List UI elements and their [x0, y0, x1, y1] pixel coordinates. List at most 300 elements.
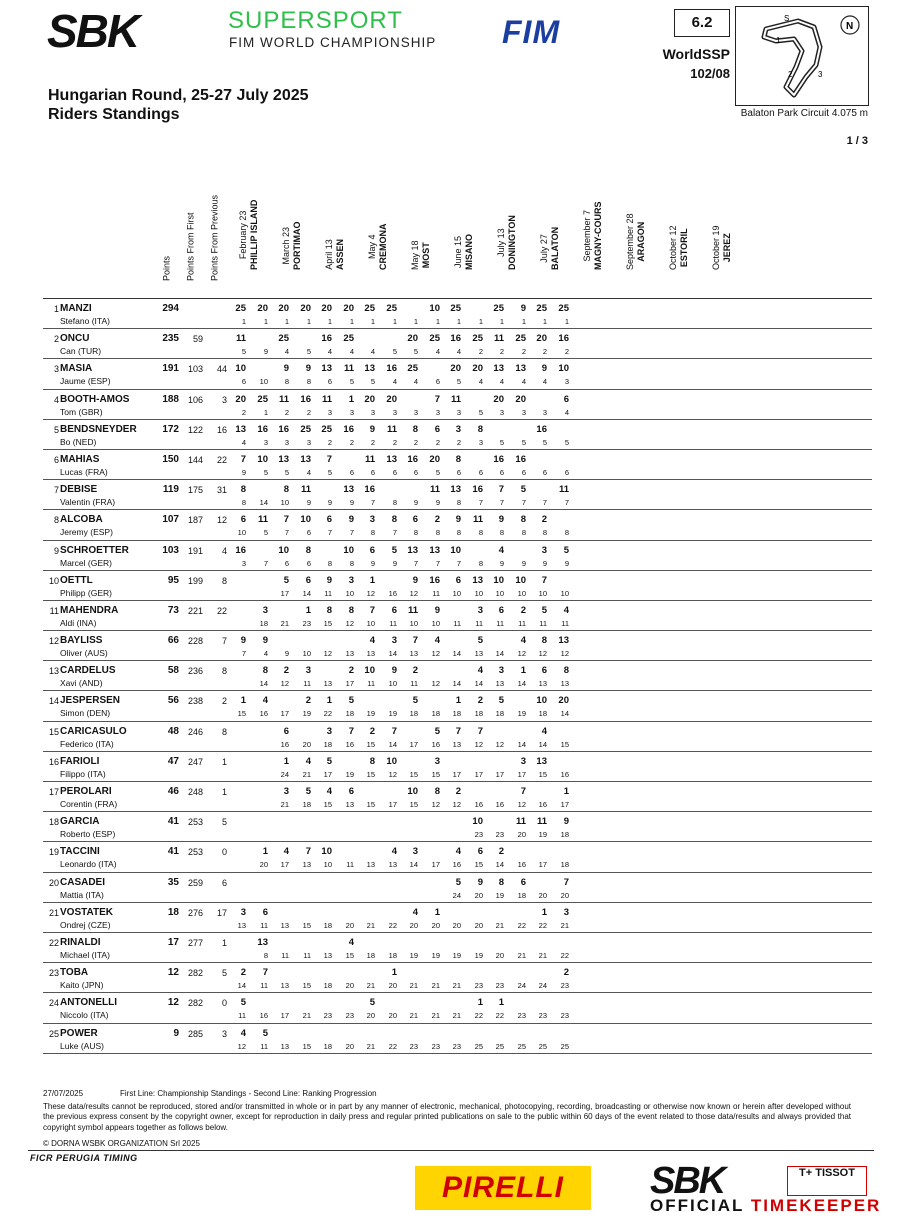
race2-rank: 1 [263, 407, 268, 417]
round-result-cell [743, 1023, 786, 1053]
round-result-cell [614, 812, 657, 842]
round-result-cell [700, 812, 743, 842]
round-result-cell [270, 812, 313, 842]
race1-rank: 24 [452, 890, 461, 900]
round-result-cell [485, 993, 528, 1023]
round-result-cell [528, 932, 571, 962]
race2-rank: 21 [431, 1011, 440, 1021]
round-result-cell [614, 963, 657, 993]
race1-rank: 4 [542, 377, 547, 387]
round-result-cell [227, 631, 270, 661]
race1-rank: 12 [280, 679, 289, 689]
round-result-cell [829, 782, 872, 812]
race1-rank: 7 [370, 498, 375, 508]
round-result-cell [528, 872, 571, 902]
round-result-cell [399, 782, 442, 812]
race2-rank: 1 [263, 317, 268, 326]
round-result-cell [356, 570, 399, 600]
round-result-cell [399, 721, 442, 751]
round-result-cell [829, 631, 872, 661]
round-result-cell [270, 329, 313, 359]
points-from-first-cell [179, 812, 203, 842]
tissot-logo: T+ TISSOT [787, 1166, 867, 1196]
race1-points: 10 [536, 695, 547, 707]
race1-points: 8 [240, 484, 246, 496]
race1-rank: 19 [366, 709, 375, 719]
round-result-cell [528, 1023, 571, 1053]
race1-rank: 14 [538, 739, 547, 749]
race2-rank: 11 [303, 950, 311, 960]
race2-rank: 12 [431, 679, 440, 689]
points-from-first-cell [179, 721, 203, 751]
race2-rank: 6 [435, 377, 440, 387]
race2-rank: 18 [560, 830, 569, 840]
round-result-cell [485, 631, 528, 661]
rider-cell [43, 510, 155, 540]
round-result-cell [485, 902, 528, 932]
race1-points: 9 [283, 363, 289, 375]
points-from-previous-cell [203, 842, 227, 872]
race1-rank: 10 [237, 528, 246, 538]
race2-rank: 10 [517, 588, 526, 598]
race2-rank: 11 [432, 588, 440, 598]
race1-rank: 21 [495, 920, 504, 930]
race2-rank: 8 [435, 528, 440, 538]
race2-rank: 5 [263, 528, 268, 538]
race1-points: 6 [541, 665, 547, 677]
points-from-first: 247 [187, 756, 203, 767]
race2-rank: 10 [388, 679, 397, 689]
rider-position: 5 [53, 424, 59, 435]
race2-points: 9 [348, 514, 354, 526]
round-result-cell [743, 963, 786, 993]
race2-rank: 3 [478, 437, 483, 447]
round-result-cell [786, 812, 829, 842]
rider-points-cell [155, 993, 179, 1023]
round-result-cell [528, 661, 571, 691]
round-result-cell [313, 782, 356, 812]
race1-points: 8 [412, 423, 418, 435]
race2-points: 4 [348, 936, 354, 948]
round-result-cell [399, 540, 442, 570]
race1-points: 16 [407, 453, 418, 465]
footer-date: 27/07/2025 [43, 1089, 84, 1098]
race1-rank: 6 [456, 467, 461, 477]
race1-rank: 6 [370, 467, 375, 477]
round-result-cell [270, 932, 313, 962]
race2-points: 6 [348, 786, 354, 797]
round-result-cell [571, 842, 614, 872]
race2-points: 3 [305, 665, 311, 677]
race2-rank: 11 [303, 679, 311, 689]
points-from-previous-cell [203, 419, 227, 449]
rider-points: 150 [162, 453, 179, 465]
race2-rank: 18 [302, 800, 311, 809]
race1-rank: 21 [366, 981, 375, 991]
round-result-cell [571, 812, 614, 842]
race2-rank: 11 [389, 618, 397, 628]
round-result-cell [485, 389, 528, 419]
race2-rank: 9 [392, 558, 397, 568]
points-from-previous-cell [203, 1023, 227, 1053]
round-result-cell [657, 299, 700, 329]
round-result-cell [356, 329, 399, 359]
race2-rank: 14 [259, 679, 268, 689]
race1-points: 9 [369, 423, 375, 435]
race1-rank: 10 [366, 618, 375, 628]
race2-rank: 12 [474, 739, 483, 749]
race1-points: 20 [364, 393, 375, 405]
round-result-cell [528, 963, 571, 993]
race1-points: 16 [450, 333, 461, 345]
round-result-cell [313, 812, 356, 842]
race2-rank: 18 [517, 890, 526, 900]
race1-points: 10 [321, 846, 332, 858]
round-title: Hungarian Round, 25-27 July 2025 [48, 87, 309, 104]
round-result-cell [442, 359, 485, 389]
round-result-cell [614, 782, 657, 812]
points-from-first-cell [179, 782, 203, 812]
round-result-cell [313, 1023, 356, 1053]
points-from-first-cell [179, 872, 203, 902]
race1-points: 8 [283, 484, 289, 496]
rider-first-name: Stefano (ITA) [60, 316, 110, 326]
round-result-cell [743, 902, 786, 932]
race1-rank: 1 [370, 317, 375, 326]
race2-points: 1 [262, 846, 268, 858]
points-from-previous: 4 [221, 545, 227, 556]
race1-rank: 12 [323, 649, 332, 659]
race1-rank: 10 [409, 618, 418, 628]
points-from-previous: 8 [221, 726, 227, 737]
race1-points: 7 [455, 725, 461, 737]
round-result-cell [313, 329, 356, 359]
race1-rank: 18 [366, 950, 375, 960]
race2-rank: 6 [478, 467, 483, 477]
round-result-cell [270, 600, 313, 630]
race1-rank: 21 [280, 618, 289, 628]
rider-last-name: ANTONELLI [60, 997, 118, 1009]
points-from-previous-cell [203, 359, 227, 389]
race2-rank: 5 [435, 467, 440, 477]
race2-rank: 11 [260, 1041, 268, 1051]
race1-points: 3 [412, 846, 418, 858]
race1-rank: 5 [499, 437, 504, 447]
race2-points: 20 [386, 393, 397, 405]
race2-points: 25 [300, 423, 311, 435]
rider-position: 24 [48, 998, 59, 1009]
round-result-cell [270, 782, 313, 812]
round-result-cell [614, 691, 657, 721]
race1-rank: 12 [452, 800, 461, 809]
race2-points: 13 [343, 484, 354, 496]
race2-points: 3 [348, 574, 354, 586]
round-result-cell [571, 932, 614, 962]
round-result-cell [743, 449, 786, 479]
round-result-cell [657, 661, 700, 691]
race1-rank: 21 [409, 981, 418, 991]
rider-first-name: Can (TUR) [60, 346, 102, 357]
round-header: May 18 MOST [399, 155, 442, 299]
race1-points: 1 [455, 695, 461, 707]
points-from-first-cell [179, 902, 203, 932]
round-result-cell [743, 932, 786, 962]
round-result-cell [700, 359, 743, 389]
round-result-cell [829, 1023, 872, 1053]
round-result-cell [786, 359, 829, 389]
race2-rank: 19 [302, 709, 311, 719]
round-result-cell [399, 1023, 442, 1053]
rider-points: 119 [162, 484, 179, 496]
round-result-cell [528, 782, 571, 812]
rider-points: 17 [167, 936, 179, 948]
race2-points: 11 [343, 363, 354, 375]
round-result-cell [270, 359, 313, 389]
table-row [43, 449, 872, 479]
race1-rank: 11 [324, 588, 332, 598]
rider-position: 19 [48, 847, 59, 858]
race2-points: 16 [386, 363, 397, 375]
round-result-cell [485, 842, 528, 872]
round-result-cell [227, 902, 270, 932]
rider-position: 7 [53, 485, 59, 496]
rider-cell [43, 540, 155, 570]
race2-points: 9 [563, 816, 569, 828]
race1-rank: 11 [410, 679, 418, 689]
rider-first-name: Jaume (ESP) [60, 376, 111, 387]
rider-points-cell [155, 389, 179, 419]
round-result-cell [614, 631, 657, 661]
race1-rank: 1 [241, 317, 246, 326]
race1-points: 16 [235, 544, 246, 556]
race1-points: 25 [536, 303, 547, 314]
race1-points: 20 [278, 303, 289, 314]
points-from-previous-cell [203, 932, 227, 962]
round-result-cell [528, 902, 571, 932]
round-result-cell [227, 449, 270, 479]
race1-points: 1 [283, 755, 289, 767]
race2-rank: 20 [345, 920, 354, 930]
race2-rank: 19 [345, 769, 354, 779]
round-result-cell [313, 299, 356, 329]
race2-rank: 20 [259, 860, 268, 870]
rider-last-name: CARDELUS [60, 665, 116, 677]
round-result-cell [356, 993, 399, 1023]
race1-points: 7 [283, 514, 289, 526]
race1-points: 13 [235, 423, 246, 435]
ficr-logo: FICR PERUGIA TIMING [30, 1153, 138, 1163]
points-from-previous-cell [203, 329, 227, 359]
race1-rank: 2 [413, 437, 418, 447]
round-header [743, 155, 786, 299]
race1-points: 10 [493, 574, 504, 586]
table-row [43, 872, 872, 902]
race2-rank: 22 [388, 920, 397, 930]
race1-rank: 1 [542, 317, 547, 326]
round-result-cell [786, 721, 829, 751]
race1-points: 11 [364, 453, 375, 465]
race2-rank: 8 [478, 528, 483, 538]
race2-rank: 6 [521, 467, 526, 477]
race1-rank: 6 [284, 558, 289, 568]
race1-rank: 13 [280, 920, 289, 930]
race1-points: 25 [407, 363, 418, 375]
race2-rank: 23 [302, 618, 311, 628]
race2-rank: 3 [306, 437, 311, 447]
race2-rank: 18 [431, 709, 440, 719]
race2-rank: 8 [263, 950, 268, 960]
race1-rank: 4 [413, 377, 418, 387]
round-result-cell [485, 661, 528, 691]
race1-points: 6 [283, 725, 289, 737]
rider-cell [43, 389, 155, 419]
race2-rank: 6 [564, 467, 569, 477]
round-result-cell [356, 721, 399, 751]
race2-rank: 9 [564, 558, 569, 568]
table-row [43, 721, 872, 751]
rider-cell [43, 419, 155, 449]
points-from-first: 221 [187, 605, 203, 616]
race2-rank: 12 [431, 649, 440, 659]
rider-points: 12 [167, 967, 179, 979]
round-result-cell [743, 359, 786, 389]
table-row [43, 540, 872, 570]
round-header: May 4 CREMONA [356, 155, 399, 299]
round-result-cell [313, 661, 356, 691]
race2-rank: 2 [392, 437, 397, 447]
rider-header [43, 155, 155, 299]
race1-rank: 13 [323, 679, 332, 689]
points-from-first: 187 [187, 515, 203, 526]
round-result-cell [270, 1023, 313, 1053]
round-result-cell [743, 872, 786, 902]
race2-rank: 10 [474, 588, 483, 598]
rider-first-name: Roberto (ESP) [60, 829, 116, 840]
race1-points: 20 [235, 393, 246, 405]
round-result-cell [528, 299, 571, 329]
table-row [43, 963, 872, 993]
rider-cell [43, 993, 155, 1023]
round-result-cell [356, 480, 399, 510]
round-result-cell [442, 872, 485, 902]
race1-rank: 18 [452, 709, 461, 719]
points-from-first: 228 [187, 636, 203, 647]
race2-points: 4 [520, 635, 526, 647]
race2-rank: 15 [345, 950, 354, 960]
table-row [43, 993, 872, 1023]
race1-rank: 23 [495, 981, 504, 991]
round-result-cell [313, 842, 356, 872]
race1-points: 16 [493, 453, 504, 465]
race2-rank: 4 [349, 347, 354, 357]
rider-points-cell [155, 691, 179, 721]
round-result-cell [829, 449, 872, 479]
race2-rank: 22 [474, 1011, 483, 1021]
rider-first-name: Federico (ITA) [60, 738, 114, 749]
rider-last-name: TOBA [60, 967, 89, 979]
round-result-cell [786, 691, 829, 721]
race1-points: 5 [498, 695, 504, 707]
rider-cell [43, 449, 155, 479]
points-from-previous-cell [203, 631, 227, 661]
race2-rank: 16 [517, 860, 526, 870]
race2-points: 8 [434, 786, 440, 797]
round-result-cell [227, 359, 270, 389]
rider-cell [43, 872, 155, 902]
round-result-cell [313, 631, 356, 661]
race2-rank: 14 [560, 709, 569, 719]
race2-rank: 10 [560, 588, 569, 598]
round-result-cell [356, 842, 399, 872]
race2-points: 8 [520, 514, 526, 526]
round-result-cell [270, 993, 313, 1023]
race2-points: 25 [343, 333, 354, 345]
race1-rank: 15 [366, 769, 375, 779]
round-result-cell [227, 570, 270, 600]
race1-points: 11 [235, 333, 246, 345]
points-from-previous-cell [203, 751, 227, 781]
round-result-cell [700, 540, 743, 570]
race2-rank: 12 [517, 800, 526, 809]
race2-rank: 14 [517, 739, 526, 749]
round-result-cell [571, 993, 614, 1023]
race2-points: 13 [257, 936, 268, 948]
race2-rank: 4 [306, 467, 311, 477]
race2-points: 6 [563, 393, 569, 405]
rider-last-name: GARCIA [60, 816, 100, 828]
race1-points: 6 [498, 604, 504, 616]
round-result-cell [786, 329, 829, 359]
race2-rank: 21 [560, 920, 569, 930]
round-result-cell [270, 963, 313, 993]
round-result-cell [614, 389, 657, 419]
race1-rank: 11 [453, 618, 461, 628]
round-result-cell [485, 510, 528, 540]
round-result-cell [700, 902, 743, 932]
rider-points-cell [155, 751, 179, 781]
race2-points: 2 [348, 665, 354, 677]
race1-points: 1 [326, 695, 332, 707]
rider-first-name: Valentin (FRA) [60, 497, 116, 508]
race2-rank: 18 [345, 709, 354, 719]
race2-rank: 14 [302, 588, 311, 598]
race1-rank: 6 [499, 467, 504, 477]
race2-points: 3 [520, 755, 526, 767]
round-result-cell [743, 721, 786, 751]
race2-points: 1 [434, 906, 440, 918]
round-result-cell [700, 299, 743, 329]
round-result-cell [356, 751, 399, 781]
race1-rank: 18 [323, 920, 332, 930]
race1-rank: 15 [409, 769, 418, 779]
round-result-cell [485, 782, 528, 812]
race1-points: 16 [321, 333, 332, 345]
race2-points: 11 [257, 514, 268, 526]
round-result-cell [227, 691, 270, 721]
race2-rank: 21 [431, 981, 440, 991]
race2-rank: 8 [521, 528, 526, 538]
rider-cell [43, 782, 155, 812]
round-result-cell [614, 993, 657, 1023]
rider-position: 14 [48, 696, 59, 707]
race1-points: 7 [541, 574, 547, 586]
race1-rank: 18 [323, 739, 332, 749]
circuit-info: Balaton Park Circuit 4.075 m [740, 108, 868, 119]
points-from-previous: 2 [221, 696, 227, 707]
round-result-cell [399, 600, 442, 630]
round-result-cell [442, 480, 485, 510]
race1-points: 6 [369, 544, 375, 556]
